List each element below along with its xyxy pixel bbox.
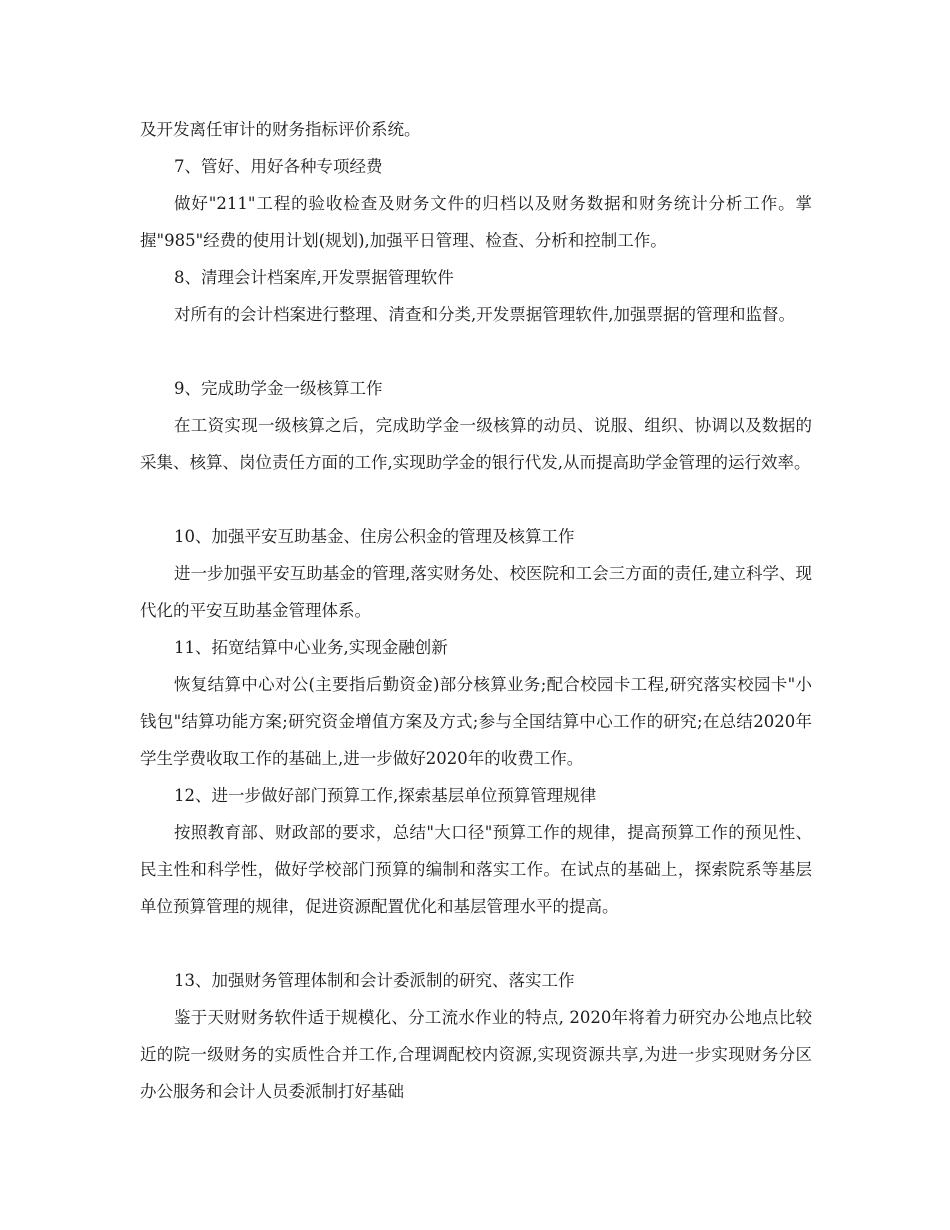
- paragraph-10-body: 进一步加强平安互助基金的管理,落实财务处、校医院和工会三方面的责任,建立科学、现代化的平安互助基金管理体系。: [140, 564, 812, 620]
- section-heading-8: 8、清理会计档案库,开发票据管理软件: [174, 268, 454, 287]
- section-heading-10: 10、加强平安互助基金、住房公积金的管理及核算工作: [174, 527, 575, 546]
- section-heading-11: 11、拓宽结算中心业务,实现金融创新: [174, 638, 448, 657]
- paragraph-12-body: 按照教育部、财政部的要求，总结"大口径"预算工作的规律，提高预算工作的预见性、民主性和科学性，做好学校部门预算的编制和落实工作。在试点的基础上，探索院系等基层单位预算管理的规律，促进资源配置优化和基层管理水平的提高。: [140, 823, 812, 916]
- paragraph-continuation: 及开发离任审计的财务指标评价系统。: [140, 120, 421, 139]
- section-heading-7: 7、管好、用好各种专项经费: [174, 157, 383, 176]
- section-heading-13: 13、加强财务管理体制和会计委派制的研究、落实工作: [174, 971, 575, 990]
- paragraph-13-body: 鉴于天财财务软件适于规模化、分工流水作业的特点, 2020年将着力研究办公地点比较近的院一级财务的实质性合并工作,合理调配校内资源,实现资源共享,为进一步实现财务分区办公服务和会计人员委派制打好基础: [140, 1008, 812, 1101]
- paragraph-7-body: 做好"211"工程的验收检查及财务文件的归档以及财务数据和财务统计分析工作。掌握"985"经费的使用计划(规划),加强平日管理、检查、分析和控制工作。: [140, 194, 812, 250]
- section-heading-9: 9、完成助学金一级核算工作: [174, 379, 383, 398]
- paragraph-9-body: 在工资实现一级核算之后，完成助学金一级核算的动员、说服、组织、协调以及数据的采集、核算、岗位责任方面的工作,实现助学金的银行代发,从而提高助学金管理的运行效率。: [140, 416, 812, 472]
- paragraph-8-body: 对所有的会计档案进行整理、清查和分类,开发票据管理软件,加强票据的管理和监督。: [174, 305, 795, 324]
- section-heading-12: 12、进一步做好部门预算工作,探索基层单位预算管理规律: [174, 786, 597, 805]
- paragraph-11-body: 恢复结算中心对公(主要指后勤资金)部分核算业务;配合校园卡工程,研究落实校园卡"小钱包"结算功能方案;研究资金增值方案及方式;参与全国结算中心工作的研究;在总结2020年学生学费收取工作的基础上,进一步做好2020年的收费工作。: [140, 675, 812, 768]
